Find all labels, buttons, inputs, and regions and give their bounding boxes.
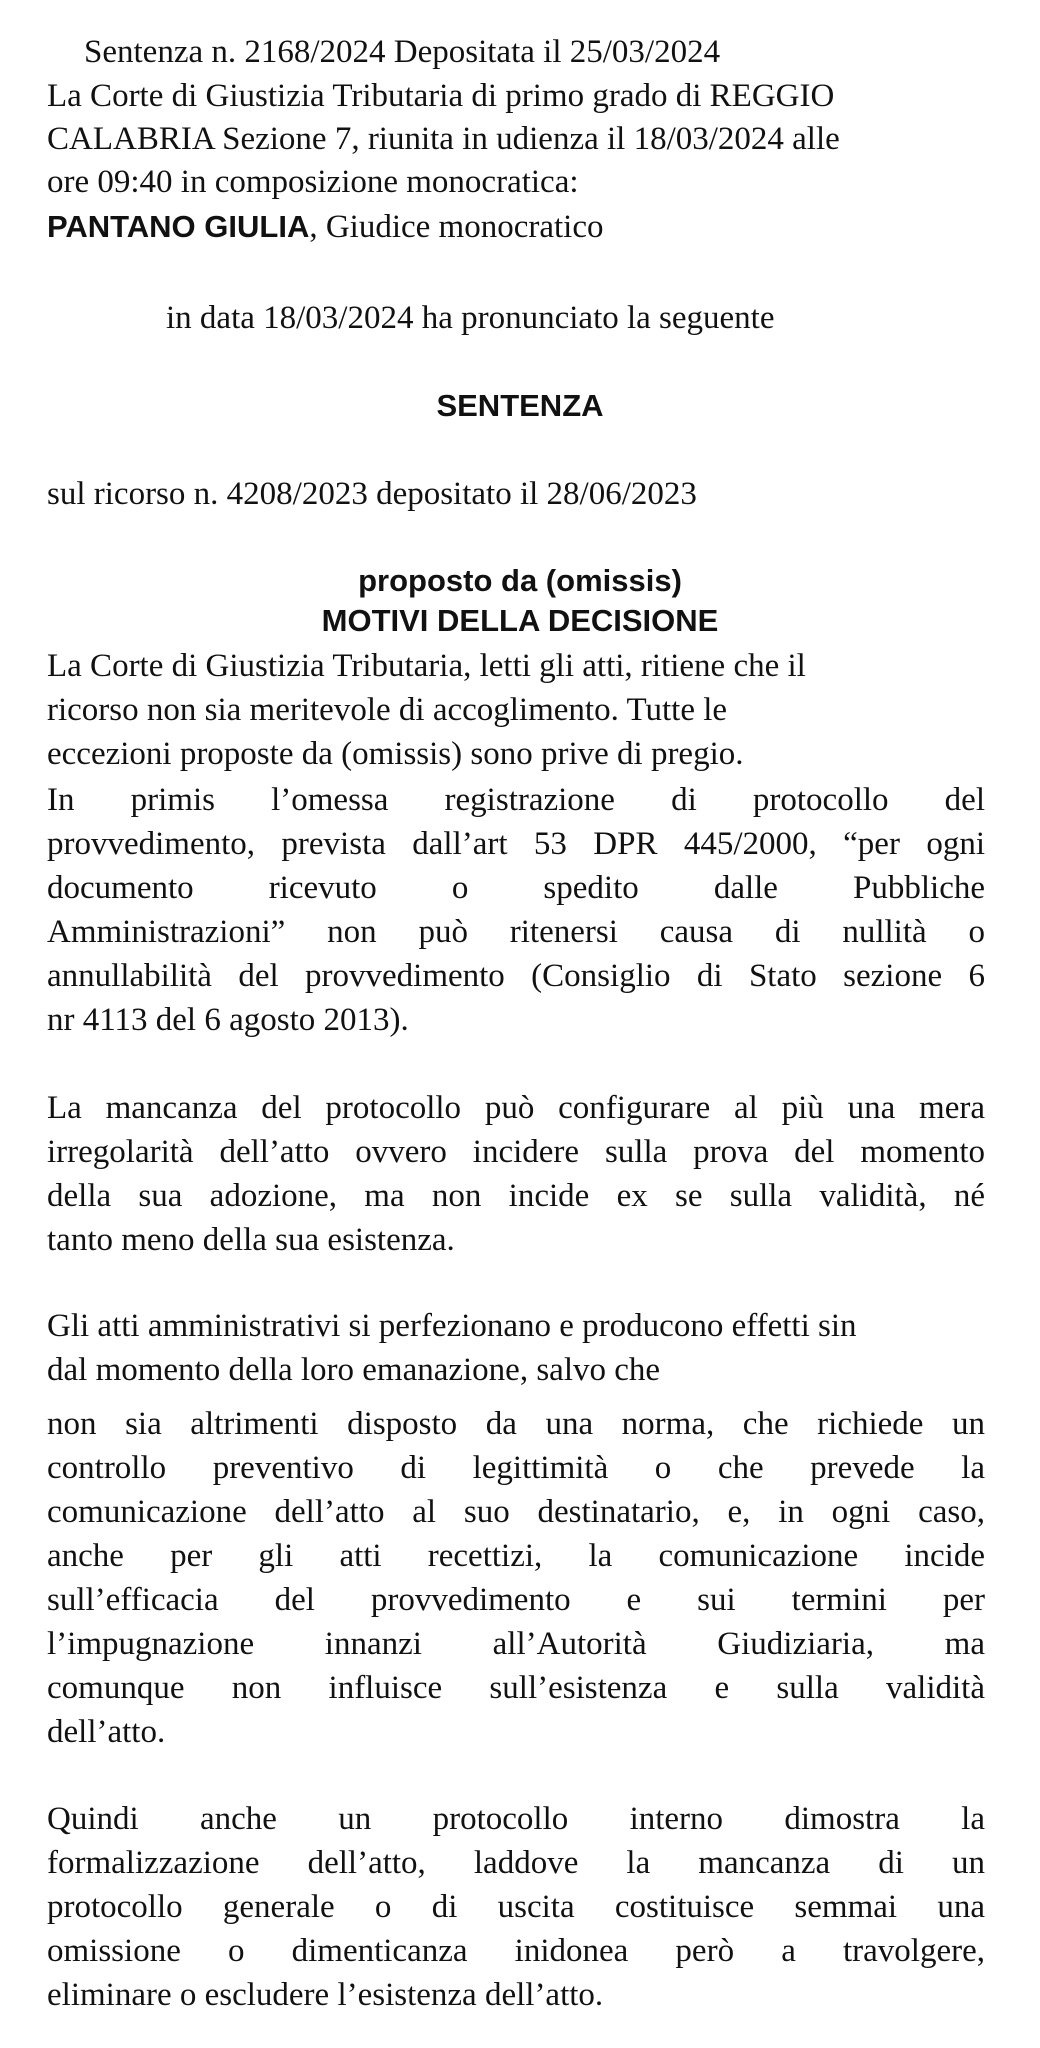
paragraph-line: formalizzazione dell’atto, laddove la mancanza di un <box>47 1845 985 1881</box>
court-line-1: La Corte di Giustizia Tributaria di primo grado di REGGIO <box>47 78 835 114</box>
paragraph-line: della sua adozione, ma non incide ex se sulla validità, né <box>47 1178 985 1214</box>
paragraph-line: La Corte di Giustizia Tributaria, letti gli atti, ritiene che il <box>47 648 806 684</box>
paragraph-line: Quindi anche un protocollo interno dimostra la <box>47 1801 985 1837</box>
paragraph-3 <box>47 1086 985 1262</box>
judge-role: , Giudice monocratico <box>309 209 604 245</box>
paragraph-line: comunicazione dell’atto al suo destinatario, e, in ogni caso, <box>47 1494 985 1530</box>
document-title: SENTENZA <box>436 388 604 423</box>
section-title: MOTIVI DELLA DECISIONE <box>321 603 719 638</box>
paragraph-line: annullabilità del provvedimento (Consiglio di Stato sezione 6 <box>47 958 985 994</box>
judge-name: PANTANO GIULIA <box>47 209 310 244</box>
paragraph-line: tanto meno della sua esistenza. <box>47 1222 455 1258</box>
paragraph-line: Amministrazioni” non può ritenersi causa di nullità o <box>47 914 985 950</box>
paragraph-line: protocollo generale o di uscita costituisce semmai una <box>47 1889 985 1925</box>
paragraph-line: nr 4113 del 6 agosto 2013). <box>47 1002 409 1038</box>
paragraph-5 <box>47 1402 985 1754</box>
paragraph-line: comunque non influisce sull’esistenza e sulla validità <box>47 1670 985 1706</box>
paragraph-line: Gli atti amministrativi si perfezionano e producono effetti sin <box>47 1308 857 1344</box>
paragraph-6 <box>47 1797 985 2017</box>
paragraph-line: ricorso non sia meritevole di accoglimento. Tutte le <box>47 692 728 728</box>
pronounced-line: in data 18/03/2024 ha pronunciato la seguente <box>166 300 775 336</box>
appeal-line: sul ricorso n. 4208/2023 depositato il 28/06/2023 <box>47 476 697 512</box>
paragraph-line: documento ricevuto o spedito dalle Pubbliche <box>47 870 985 906</box>
paragraph-line: eliminare o escludere l’esistenza dell’atto. <box>47 1977 604 2013</box>
paragraph-line: l’impugnazione innanzi all’Autorità Giudiziaria, ma <box>47 1626 985 1662</box>
paragraph-2 <box>47 778 985 1042</box>
paragraph-line: La mancanza del protocollo può configurare al più una mera <box>47 1090 985 1126</box>
paragraph-line: controllo preventivo di legittimità o che prevede la <box>47 1450 985 1486</box>
paragraph-line: irregolarità dell’atto ovvero incidere sulla prova del momento <box>47 1134 985 1170</box>
sentence-number-line: Sentenza n. 2168/2024 Depositata il 25/03/2024 <box>84 34 721 70</box>
proposed-by-line: proposto da (omissis) <box>358 563 682 598</box>
court-line-3: ore 09:40 in composizione monocratica: <box>47 164 579 200</box>
paragraph-line: eccezioni proposte da (omissis) sono prive di pregio. <box>47 736 744 772</box>
paragraph-line: In primis l’omessa registrazione di protocollo del <box>47 782 985 818</box>
paragraph-1 <box>47 644 985 776</box>
court-line-2: CALABRIA Sezione 7, riunita in udienza il 18/03/2024 alle <box>47 121 840 157</box>
paragraph-line: non sia altrimenti disposto da una norma, che richiede un <box>47 1406 985 1442</box>
paragraph-line: anche per gli atti recettizi, la comunicazione incide <box>47 1538 985 1574</box>
paragraph-line: omissione o dimenticanza inidonea però a travolgere, <box>47 1933 985 1969</box>
judge-line <box>47 205 604 249</box>
paragraph-line: sull’efficacia del provvedimento e sui termini per <box>47 1582 985 1618</box>
paragraph-line: provvedimento, prevista dall’art 53 DPR 445/2000, “per ogni <box>47 826 985 862</box>
paragraph-line: dell’atto. <box>47 1714 166 1750</box>
paragraph-line: dal momento della loro emanazione, salvo che <box>47 1352 661 1388</box>
paragraph-4 <box>47 1304 985 1392</box>
